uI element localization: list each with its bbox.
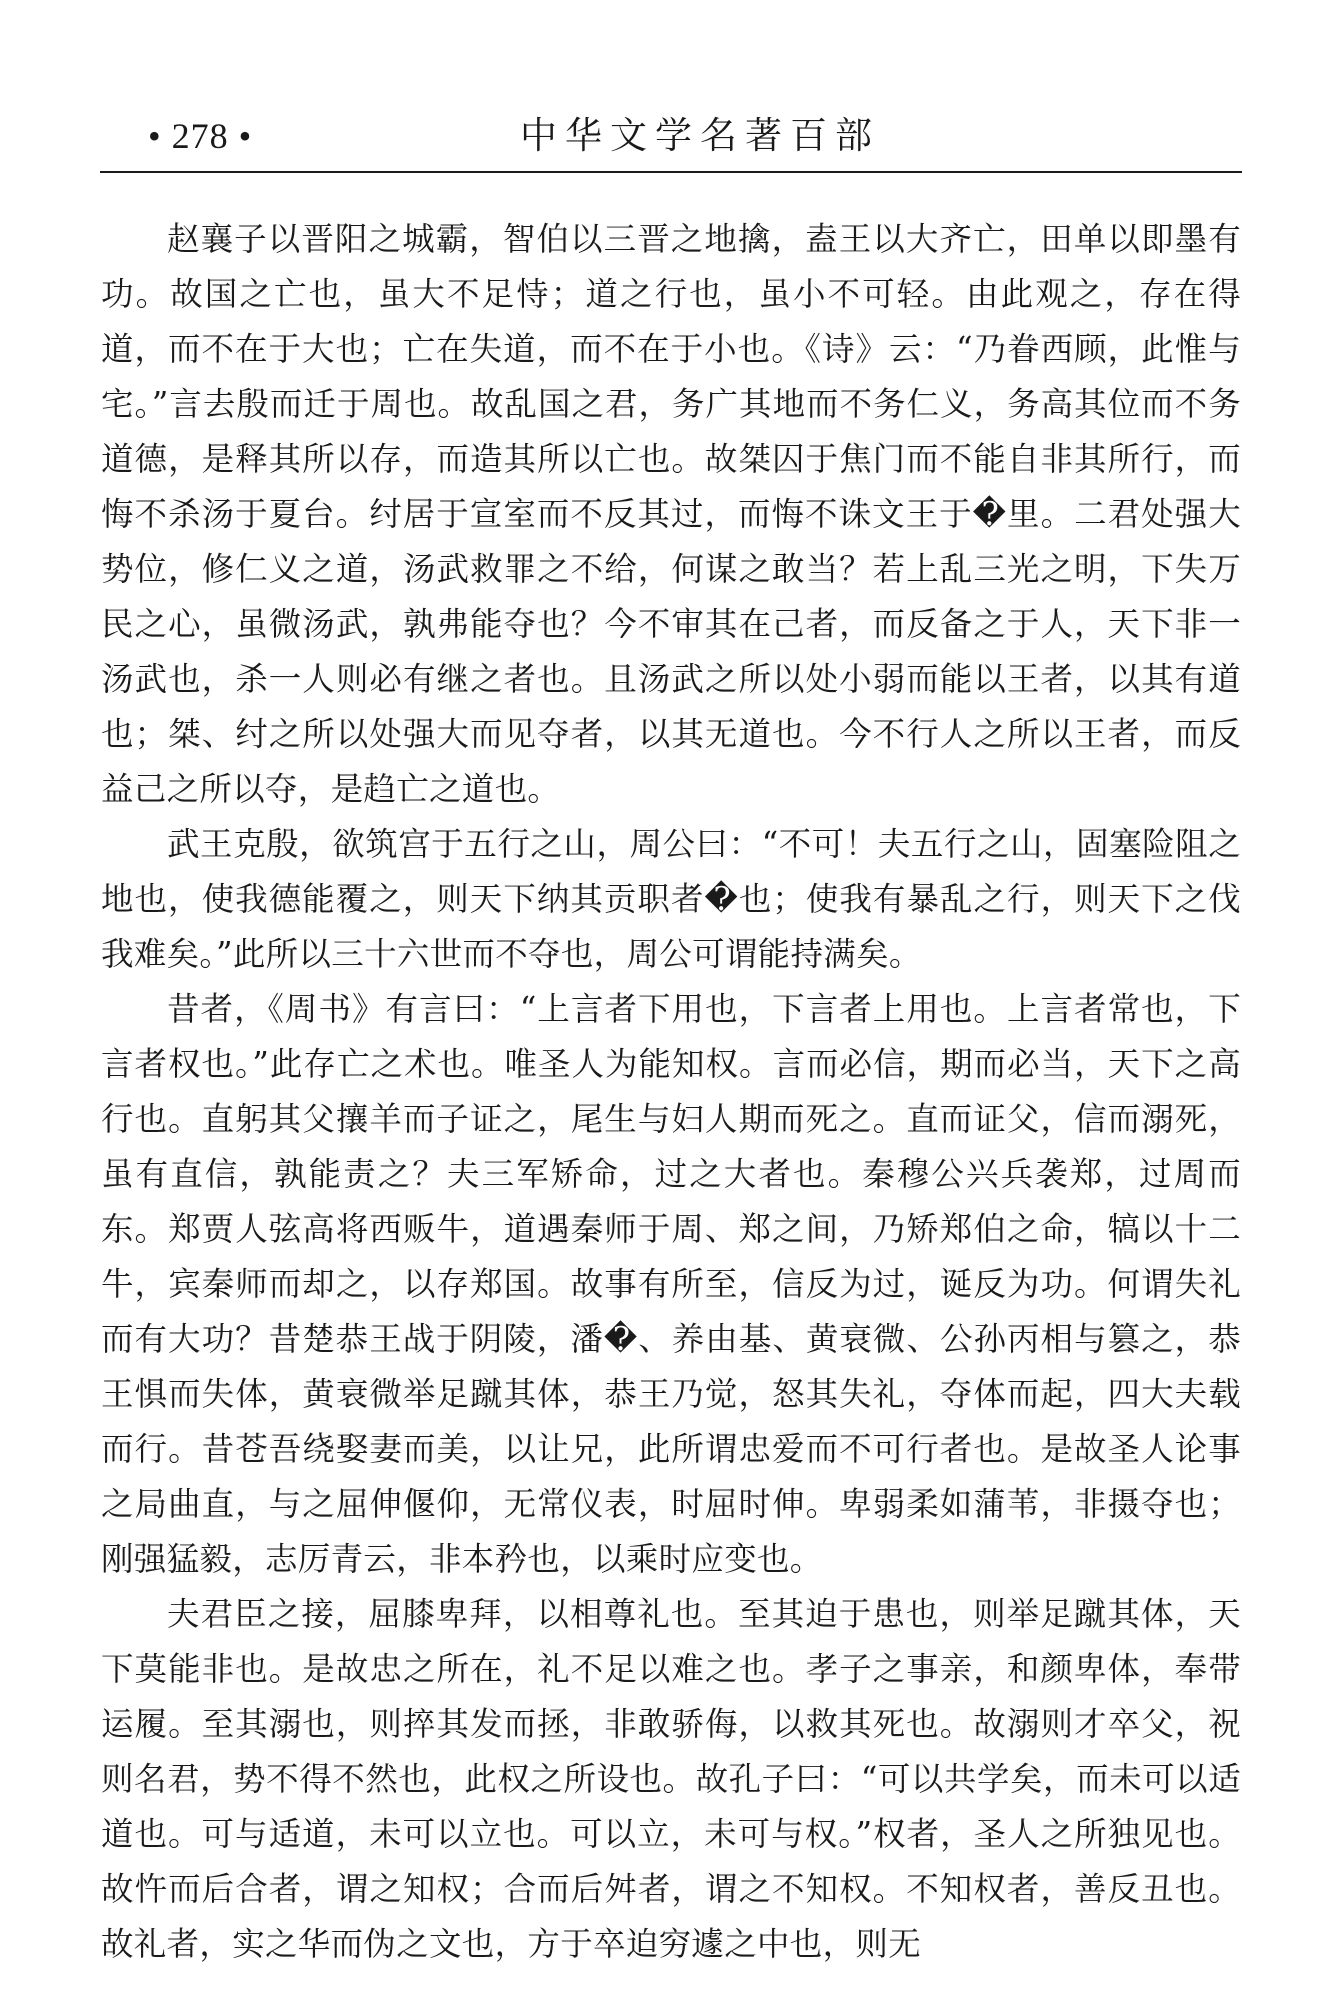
page-number: • 278 • [148,116,253,156]
running-title: 中华文学名著百部 [520,114,880,157]
header-divider [100,171,1242,173]
body-text [101,212,1241,1972]
paragraph-1: 赵襄子以晋阳之城霸，智伯以三晋之地擒，盍王以大齐亡，田单以即墨有功。故国之亡也，虽大不足恃；道之行也，虽小不可轻。由此观之，存在得道，而不在于大也；亡在失道，而不在于小也。《诗》云：“乃眷西顾，此惟与宅。”言去殷而迁于周也。故乱国之君，务广其地而不务仁义，务高其位而不务道德，是释其所以存，而造其所以亡也。故桀囚于焦门而不能自非其所行，而悔不杀汤于夏台。纣居于宣室而不反其过，而悔不诛文王于�里。二君处强大势位，修仁义之道，汤武救罪之不给，何谋之敢当？若上乱三光之明，下失万民之心，虽微汤武，孰弗能夺也？今不审其在己者，而反备之于人，天下非一汤武也，杀一人则必有继之者也。且汤武之所以处小弱而能以王者，以其有道也；桀、纣之所以处强大而见夺者，以其无道也。今不行人之所以王者，而反益己之所以夺，是趋亡之道也。 [101,220,1241,808]
paragraph-4: 夫君臣之接，屈膝卑拜，以相尊礼也。至其迫于患也，则举足蹴其体，天下莫能非也。是故忠之所在，礼不足以难之也。孝子之事亲，和颜卑体，奉带运履。至其溺也，则捽其发而拯，非敢骄侮，以救其死也。故溺则才卒父，祝则名君，势不得不然也，此权之所设也。故孔子曰：“可以共学矣，而未可以适道也。可与适道，未可以立也。可以立，未可与权。”权者，圣人之所独见也。故忤而后合者，谓之知权；合而后舛者，谓之不知权。不知权者，善反丑也。故礼者，实之华而伪之文也，方于卒迫穷遽之中也，则无 [101,1595,1241,1963]
paragraph-3: 昔者，《周书》有言曰：“上言者下用也，下言者上用也。上言者常也，下言者权也。”此存亡之术也。唯圣人为能知权。言而必信，期而必当，天下之高行也。直躬其父攘羊而子证之，尾生与妇人期而死之。直而证父，信而溺死，虽有直信，孰能责之？夫三军矫命，过之大者也。秦穆公兴兵袭郑，过周而东。郑贾人弦高将西贩牛，道遇秦师于周、郑之间，乃矫郑伯之命，犒以十二牛，宾秦师而却之，以存郑国。故事有所至，信反为过，诞反为功。何谓失礼而有大功？昔楚恭王战于阴陵，潘�、养由基、黄衰微、公孙丙相与篡之，恭王惧而失体，黄衰微举足蹴其体，恭王乃觉，怒其失礼，夺体而起，四大夫载而行。昔苍吾绕娶妻而美，以让兄，此所谓忠爱而不可行者也。是故圣人论事之局曲直，与之屈伸偃仰，无常仪表，时屈时伸。卑弱柔如蒲苇，非摄夺也；刚强猛毅，志厉青云，非本矜也，以乘时应变也。 [101,990,1241,1578]
page-header [100,112,1242,172]
paragraph-2: 武王克殷，欲筑宫于五行之山，周公曰：“不可！夫五行之山，固塞险阻之地也，使我德能覆之，则天下纳其贡职者�也；使我有暴乱之行，则天下之伐我难矣。”此所以三十六世而不夺也，周公可谓能持满矣。 [101,825,1241,973]
